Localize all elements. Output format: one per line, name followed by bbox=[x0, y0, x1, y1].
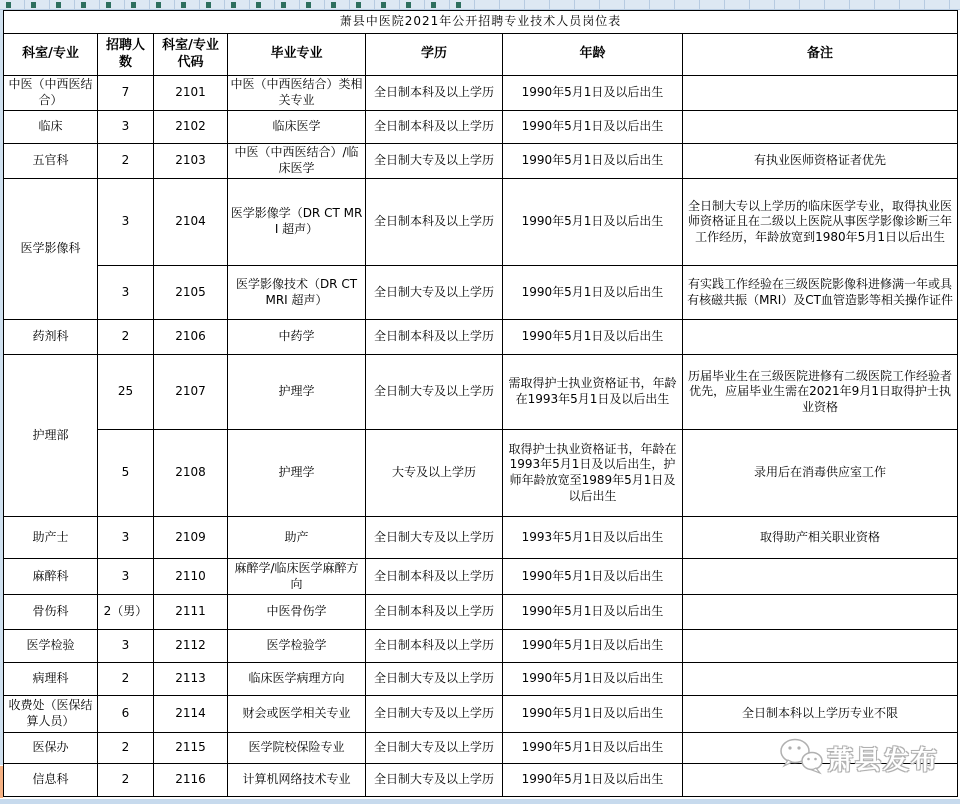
major-cell: 护理学 bbox=[228, 430, 366, 517]
dept-cell: 临床 bbox=[4, 111, 98, 144]
age-cell: 1990年5月1日及以后出生 bbox=[503, 764, 683, 797]
count-cell: 2 bbox=[98, 733, 154, 764]
remark-cell bbox=[683, 559, 958, 595]
dept-cell: 病理科 bbox=[4, 663, 98, 696]
page-title: 萧县中医院2021年公开招聘专业技术人员岗位表 bbox=[4, 11, 958, 34]
age-cell: 1990年5月1日及以后出生 bbox=[503, 696, 683, 733]
code-cell: 2109 bbox=[154, 517, 228, 559]
code-cell: 2115 bbox=[154, 733, 228, 764]
spreadsheet-top-strip bbox=[0, 0, 960, 10]
major-cell: 中医（中西医结合）/临床医学 bbox=[228, 144, 366, 179]
major-cell: 临床医学病理方向 bbox=[228, 663, 366, 696]
degree-cell: 全日制本科及以上学历 bbox=[366, 76, 503, 111]
col-header-dept: 科室/专业 bbox=[4, 34, 98, 76]
col-header-remark: 备注 bbox=[683, 34, 958, 76]
table-row bbox=[4, 266, 958, 320]
major-cell: 医学院校保险专业 bbox=[228, 733, 366, 764]
major-cell: 医学检验学 bbox=[228, 630, 366, 663]
watermark-label: 萧县发布 bbox=[827, 745, 940, 776]
remark-cell: 历届毕业生在三级医院进修有二级医院工作经验者优先，应届毕业生需在2021年9月1日取得护士执业资格 bbox=[683, 355, 958, 430]
code-cell: 2104 bbox=[154, 179, 228, 266]
count-cell: 2 bbox=[98, 764, 154, 797]
code-cell: 2103 bbox=[154, 144, 228, 179]
remark-cell bbox=[683, 663, 958, 696]
col-header-count: 招聘人数 bbox=[98, 34, 154, 76]
dept-cell: 信息科 bbox=[4, 764, 98, 797]
table-row bbox=[4, 76, 958, 111]
remark-cell bbox=[683, 111, 958, 144]
degree-cell: 全日制大专及以上学历 bbox=[366, 764, 503, 797]
table-row bbox=[4, 144, 958, 179]
code-cell: 2106 bbox=[154, 320, 228, 355]
table-row bbox=[4, 696, 958, 733]
code-cell: 2105 bbox=[154, 266, 228, 320]
degree-cell: 全日制本科及以上学历 bbox=[366, 320, 503, 355]
table-row bbox=[4, 179, 958, 266]
degree-cell: 全日制大专及以上学历 bbox=[366, 663, 503, 696]
major-cell: 医学影像技术（DR CT MRI 超声） bbox=[228, 266, 366, 320]
count-cell: 2 bbox=[98, 144, 154, 179]
age-cell: 1990年5月1日及以后出生 bbox=[503, 320, 683, 355]
table-row bbox=[4, 517, 958, 559]
code-cell: 2110 bbox=[154, 559, 228, 595]
table-row bbox=[4, 430, 958, 517]
age-cell: 1990年5月1日及以后出生 bbox=[503, 144, 683, 179]
major-cell: 计算机网络技术专业 bbox=[228, 764, 366, 797]
bottom-edge-strip bbox=[0, 799, 960, 804]
table-row bbox=[4, 595, 958, 630]
col-header-code: 科室/专业代码 bbox=[154, 34, 228, 76]
remark-cell: 有实践工作经验在三级医院影像科进修满一年或具有核磁共振（MRI）及CT血管造影等相关操作证件 bbox=[683, 266, 958, 320]
table-row bbox=[4, 111, 958, 144]
degree-cell: 全日制大专及以上学历 bbox=[366, 144, 503, 179]
dept-cell: 五官科 bbox=[4, 144, 98, 179]
age-cell: 1990年5月1日及以后出生 bbox=[503, 76, 683, 111]
col-header-degree: 学历 bbox=[366, 34, 503, 76]
col-header-major: 毕业专业 bbox=[228, 34, 366, 76]
age-cell: 1990年5月1日及以后出生 bbox=[503, 111, 683, 144]
major-cell: 医学影像学（DR CT MRI 超声） bbox=[228, 179, 366, 266]
code-cell: 2111 bbox=[154, 595, 228, 630]
degree-cell: 全日制本科及以上学历 bbox=[366, 559, 503, 595]
count-cell: 3 bbox=[98, 179, 154, 266]
major-cell: 中药学 bbox=[228, 320, 366, 355]
remark-cell: 录用后在消毒供应室工作 bbox=[683, 430, 958, 517]
major-cell: 中医骨伤学 bbox=[228, 595, 366, 630]
code-cell: 2108 bbox=[154, 430, 228, 517]
dept-cell: 收费处（医保结算人员） bbox=[4, 696, 98, 733]
dept-cell: 中医（中西医结合） bbox=[4, 76, 98, 111]
code-cell: 2102 bbox=[154, 111, 228, 144]
count-cell: 25 bbox=[98, 355, 154, 430]
remark-cell: 取得助产相关职业资格 bbox=[683, 517, 958, 559]
title-row bbox=[4, 11, 958, 34]
table-row bbox=[4, 320, 958, 355]
age-cell: 1993年5月1日及以后出生 bbox=[503, 517, 683, 559]
remark-cell bbox=[683, 320, 958, 355]
count-cell: 3 bbox=[98, 517, 154, 559]
table-row bbox=[4, 355, 958, 430]
major-cell: 助产 bbox=[228, 517, 366, 559]
dept-cell-merged: 护理部 bbox=[4, 355, 98, 517]
code-cell: 2114 bbox=[154, 696, 228, 733]
wechat-icon bbox=[778, 736, 824, 780]
count-cell: 2 bbox=[98, 320, 154, 355]
degree-cell: 全日制大专及以上学历 bbox=[366, 696, 503, 733]
age-cell: 1990年5月1日及以后出生 bbox=[503, 630, 683, 663]
degree-cell: 全日制大专及以上学历 bbox=[366, 355, 503, 430]
remark-cell bbox=[683, 630, 958, 663]
dept-cell: 助产士 bbox=[4, 517, 98, 559]
dept-cell: 骨伤科 bbox=[4, 595, 98, 630]
header-row bbox=[4, 34, 958, 76]
count-cell: 2 bbox=[98, 663, 154, 696]
code-cell: 2101 bbox=[154, 76, 228, 111]
remark-cell: 有执业医师资格证者优先 bbox=[683, 144, 958, 179]
remark-cell: 全日制大专以上学历的临床医学专业，取得执业医师资格证且在二级以上医院从事医学影像诊断三年工作经历，年龄放宽到1980年5月1日以后出生 bbox=[683, 179, 958, 266]
major-cell: 麻醉学/临床医学麻醉方向 bbox=[228, 559, 366, 595]
count-cell: 3 bbox=[98, 266, 154, 320]
count-cell: 6 bbox=[98, 696, 154, 733]
degree-cell: 全日制本科及以上学历 bbox=[366, 630, 503, 663]
table-row bbox=[4, 630, 958, 663]
age-cell: 取得护士执业资格证书，年龄在1993年5月1日及以后出生，护师年龄放宽至1989年5月1日及以后出生 bbox=[503, 430, 683, 517]
dept-cell: 医学检验 bbox=[4, 630, 98, 663]
age-cell: 1990年5月1日及以后出生 bbox=[503, 266, 683, 320]
code-cell: 2112 bbox=[154, 630, 228, 663]
degree-cell: 大专及以上学历 bbox=[366, 430, 503, 517]
count-cell: 2（男） bbox=[98, 595, 154, 630]
dept-cell: 医保办 bbox=[4, 733, 98, 764]
major-cell: 临床医学 bbox=[228, 111, 366, 144]
dept-cell: 药剂科 bbox=[4, 320, 98, 355]
age-cell: 1990年5月1日及以后出生 bbox=[503, 179, 683, 266]
dept-cell: 麻醉科 bbox=[4, 559, 98, 595]
col-header-age: 年龄 bbox=[503, 34, 683, 76]
count-cell: 7 bbox=[98, 76, 154, 111]
remark-cell: 全日制本科以上学历专业不限 bbox=[683, 696, 958, 733]
code-cell: 2107 bbox=[154, 355, 228, 430]
degree-cell: 全日制大专及以上学历 bbox=[366, 733, 503, 764]
age-cell: 1990年5月1日及以后出生 bbox=[503, 733, 683, 764]
remark-cell bbox=[683, 76, 958, 111]
degree-cell: 全日制本科及以上学历 bbox=[366, 111, 503, 144]
degree-cell: 全日制大专及以上学历 bbox=[366, 266, 503, 320]
table-row bbox=[4, 663, 958, 696]
job-table bbox=[3, 10, 958, 797]
dept-cell-merged: 医学影像科 bbox=[4, 179, 98, 320]
remark-cell bbox=[683, 595, 958, 630]
count-cell: 5 bbox=[98, 430, 154, 517]
age-cell: 1990年5月1日及以后出生 bbox=[503, 595, 683, 630]
degree-cell: 全日制大专及以上学历 bbox=[366, 517, 503, 559]
count-cell: 3 bbox=[98, 630, 154, 663]
major-cell: 护理学 bbox=[228, 355, 366, 430]
major-cell: 财会或医学相关专业 bbox=[228, 696, 366, 733]
top-strip-clipped-text bbox=[6, 2, 474, 8]
count-cell: 3 bbox=[98, 559, 154, 595]
degree-cell: 全日制本科及以上学历 bbox=[366, 179, 503, 266]
table-row bbox=[4, 559, 958, 595]
age-cell: 需取得护士执业资格证书，年龄在1993年5月1日及以后出生 bbox=[503, 355, 683, 430]
degree-cell: 全日制本科及以上学历 bbox=[366, 595, 503, 630]
count-cell: 3 bbox=[98, 111, 154, 144]
code-cell: 2116 bbox=[154, 764, 228, 797]
age-cell: 1990年5月1日及以后出生 bbox=[503, 559, 683, 595]
code-cell: 2113 bbox=[154, 663, 228, 696]
watermark bbox=[778, 736, 939, 780]
major-cell: 中医（中西医结合）类相关专业 bbox=[228, 76, 366, 111]
age-cell: 1990年5月1日及以后出生 bbox=[503, 663, 683, 696]
